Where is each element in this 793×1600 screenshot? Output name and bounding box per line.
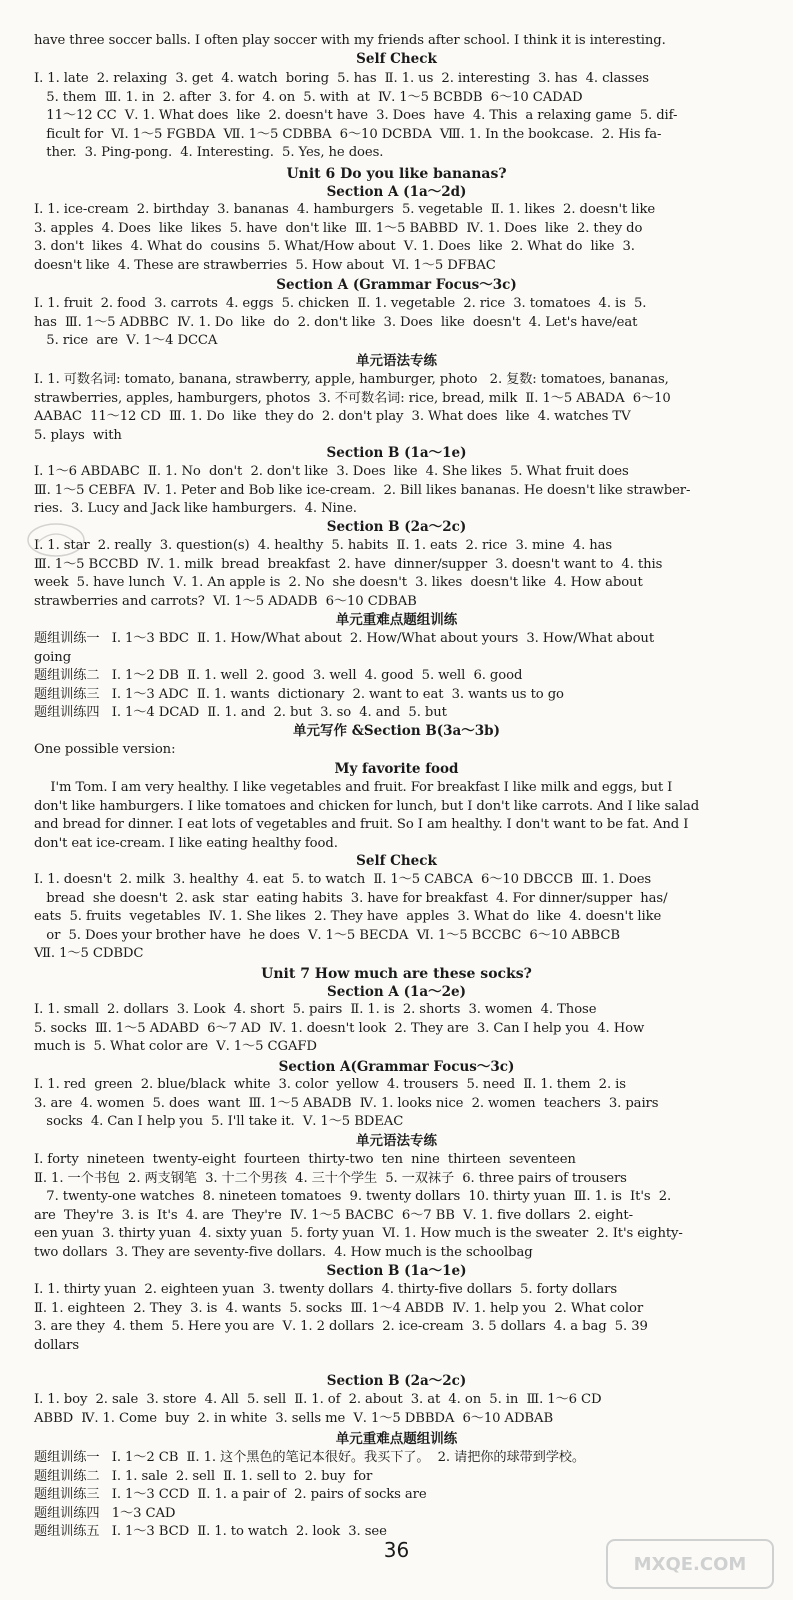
section-heading: 单元语法专练	[356, 353, 437, 369]
stamp-mark-icon	[24, 520, 88, 560]
svg-text:MXQE.COM: MXQE.COM	[633, 1554, 747, 1575]
essay-title: My favorite food	[334, 761, 459, 777]
answer-block: Ⅰ. 1～6 ABDABC Ⅱ. 1. No don't 2. don't like 3. Does like 4. She likes 5. What fruit does Ⅲ. 1～5 CEBFA Ⅳ. 1. Peter and Bob like ice-cream. 2. Bill likes bananas. He doesn't like strawber- ries. 3. Lucy and Jack like hamburgers. 4. Nine.	[34, 464, 691, 517]
answer-block: Ⅰ. 1. small 2. dollars 3. Look 4. short 5. pairs Ⅱ. 1. is 2. shorts 3. women 4. Those 5. socks Ⅲ. 1～5 ADABD 6～7 AD Ⅳ. 1. doesn't look 2. They are 3. Can I help you 4. How much is 5. What color are Ⅴ. 1～5 CGAFD	[34, 1002, 645, 1055]
section-heading: 单元重难点题组训练	[335, 612, 458, 628]
text-line: have three soccer balls. I often play soccer with my friends after school. I think it is interesting.	[34, 33, 666, 48]
answer-block: Ⅰ. 1. doesn't 2. milk 3. healthy 4. eat 5. to watch Ⅱ. 1～5 CABCA 6～10 DBCCB Ⅲ. 1. Does bread she doesn't 2. ask star eating habits 3. have for breakfast 4. For dinner/supper has/ eats 5. fruits vegetables Ⅳ. 1. She likes 2. They have apples 3. What do like 4. doesn't like or 5. Does your brother have he does Ⅴ. 1～5 BECDA Ⅵ. 1～5 BCCBC 6～10 ABBCB Ⅶ. 1～5 CDBDC	[34, 872, 668, 962]
watermark-logo-icon	[605, 1538, 775, 1590]
section-heading: Section A (1a～2d)	[326, 184, 467, 200]
text-line: One possible version:	[34, 742, 176, 757]
unit-title: Unit 7 How much are these socks?	[261, 966, 532, 982]
section-heading: Section A (1a～2e)	[326, 984, 466, 1000]
section-heading: 单元重难点题组训练	[335, 1431, 458, 1447]
answer-block: Ⅰ. 1. star 2. really 3. question(s) 4. healthy 5. habits Ⅱ. 1. eats 2. rice 3. mine 4. has Ⅲ. 1～5 BCCBD Ⅳ. 1. milk bread breakfast 2. have dinner/supper 3. doesn't want to 4. this week 5. have lunch Ⅴ. 1. An apple is 2. No she doesn't 3. likes doesn't like 4. How about strawberries and carrots? Ⅵ. 1～5 ADADB 6～10 CDBAB	[34, 538, 663, 609]
answer-block: Ⅰ. 1. 可数名词: tomato, banana, strawberry, apple, hamburger, photo 2. 复数: tomatoes, bananas, strawberries, apples, hamburgers, photos 3. 不可数名词: rice, bread, milk Ⅱ. 1～5 ABADA 6～10 AABAC 11～12 CD Ⅲ. 1. Do like they do 2. don't play 3. What does like 4. watches TV 5. plays with	[34, 372, 671, 443]
section-heading: Section A (Grammar Focus～3c)	[276, 277, 517, 293]
answer-block: 题组训练一 Ⅰ. 1～2 CB Ⅱ. 1. 这个黑色的笔记本很好。我买下了。 2. 请把你的球带到学校。 题组训练二 Ⅰ. 1. sale 2. sell Ⅱ. 1. sell to 2. buy for 题组训练三 Ⅰ. 1～3 CCD Ⅱ. 1. a pair of 2. pairs of socks are 题组训练四 1～3 CAD 题组训练五 Ⅰ. 1～3 BCD Ⅱ. 1. to watch 2. look 3. see	[34, 1450, 585, 1540]
answer-block: 题组训练一 Ⅰ. 1～3 BDC Ⅱ. 1. How/What about 2. How/What about yours 3. How/What about going 题组训练二 Ⅰ. 1～2 DB Ⅱ. 1. well 2. good 3. well 4. good 5. well 6. good 题组训练三 Ⅰ. 1～3 ADC Ⅱ. 1. wants dictionary 2. want to eat 3. wants us to go 题组训练四 Ⅰ. 1～4 DCAD Ⅱ. 1. and 2. but 3. so 4. and 5. but	[34, 631, 655, 721]
section-heading: Section B (1a～1e)	[326, 445, 467, 461]
answer-block: Ⅰ. 1. late 2. relaxing 3. get 4. watch boring 5. has Ⅱ. 1. us 2. interesting 3. has 4. classes 5. them Ⅲ. 1. in 2. after 3. for 4. on 5. with at Ⅳ. 1～5 BCBDB 6～10 CADAD 11～12 CC Ⅴ. 1. What does like 2. doesn't have 3. Does have 4. This a relaxing game 5. dif- ficult for Ⅵ. 1～5 FGBDA Ⅶ. 1～5 CDBBA 6～10 DCBDA Ⅷ. 1. In the bookcase. 2. His fa- ther. 3. Ping-pong. 4. Interesting. 5. Yes, he does.	[34, 71, 678, 161]
answer-block: Ⅰ. forty nineteen twenty-eight fourteen thirty-two ten nine thirteen seventeen Ⅱ. 1. 一个书包 2. 两支钢笔 3. 十二个男孩 4. 三十个学生 5. 一双袜子 6. three pairs of trousers 7. twenty-one watches 8. nineteen tomatoes 9. twenty dollars 10. thirty yuan Ⅲ. 1. is It's 2. are They're 3. is It's 4. are They're Ⅳ. 1～5 BACBC 6～7 BB Ⅴ. 1. five dollars 2. eight- een yuan 3. thirty yuan 4. sixty yuan 5. forty yuan Ⅵ. 1. How much is the sweater 2. It's eighty- two dollars 3. They are seventy-five dollars. 4. How much is the schoolbag	[34, 1152, 683, 1260]
section-heading: Section B (2a～2c)	[326, 1373, 467, 1389]
unit-title: Unit 6 Do you like bananas?	[286, 166, 507, 182]
essay-body: I'm Tom. I am very healthy. I like vegetables and fruit. For breakfast I like milk and eggs, but I don't like hamburgers. I like tomatoes and chicken for lunch, but I don't like carrots. And I like salad and bread for dinner. I eat lots of vegetables and fruit. So I am healthy. I don't want to be fat. And I don't eat ice-cream. I like eating healthy food.	[34, 780, 700, 851]
section-heading: 单元语法专练	[356, 1133, 437, 1149]
section-heading: Section A(Grammar Focus～3c)	[278, 1059, 515, 1075]
answer-block: Ⅰ. 1. ice-cream 2. birthday 3. bananas 4. hamburgers 5. vegetable Ⅱ. 1. likes 2. doesn't like 3. apples 4. Does like likes 5. have don't like Ⅲ. 1～5 BABBD Ⅳ. 1. Does like 2. they do 3. don't likes 4. What do cousins 5. What/How about Ⅴ. 1. Does like 2. What do like 3. doesn't like 4. These are strawberries 5. How about Ⅵ. 1～5 DFBAC	[34, 202, 656, 273]
section-heading: Self Check	[356, 853, 437, 869]
section-heading: Self Check	[356, 51, 437, 67]
answer-block: Ⅰ. 1. boy 2. sale 3. store 4. All 5. sell Ⅱ. 1. of 2. about 3. at 4. on 5. in Ⅲ. 1～6 CD ABBD Ⅳ. 1. Come buy 2. in white 3. sells me Ⅴ. 1～5 DBBDA 6～10 ADBAB	[34, 1392, 602, 1426]
page-number: 36	[383, 1538, 410, 1562]
answer-block: Ⅰ. 1. thirty yuan 2. eighteen yuan 3. twenty dollars 4. thirty-five dollars 5. forty dollars Ⅱ. 1. eighteen 2. They 3. is 4. wants 5. socks Ⅲ. 1～4 ABDB Ⅳ. 1. help you 2. What color 3. are they 4. them 5. Here you are Ⅴ. 1. 2 dollars 2. ice-cream 3. 5 dollars 4. a bag 5. 39 dollars	[34, 1282, 648, 1353]
section-heading: 单元写作 &Section B(3a～3b)	[293, 723, 500, 739]
section-heading: Section B (1a～1e)	[326, 1263, 467, 1279]
answer-block: Ⅰ. 1. red green 2. blue/black white 3. color yellow 4. trousers 5. need Ⅱ. 1. them 2. is 3. are 4. women 5. does want Ⅲ. 1～5 ABADB Ⅳ. 1. looks nice 2. women teachers 3. pairs socks 4. Can I help you 5. I'll take it. Ⅴ. 1～5 BDEAC	[34, 1077, 659, 1130]
section-heading: Section B (2a～2c)	[326, 519, 467, 535]
answer-block: Ⅰ. 1. fruit 2. food 3. carrots 4. eggs 5. chicken Ⅱ. 1. vegetable 2. rice 3. tomatoes 4. is 5. has Ⅲ. 1～5 ADBBC Ⅳ. 1. Do like do 2. don't like 3. Does like doesn't 4. Let's have/eat 5. rice are Ⅴ. 1～4 DCCA	[34, 296, 647, 349]
